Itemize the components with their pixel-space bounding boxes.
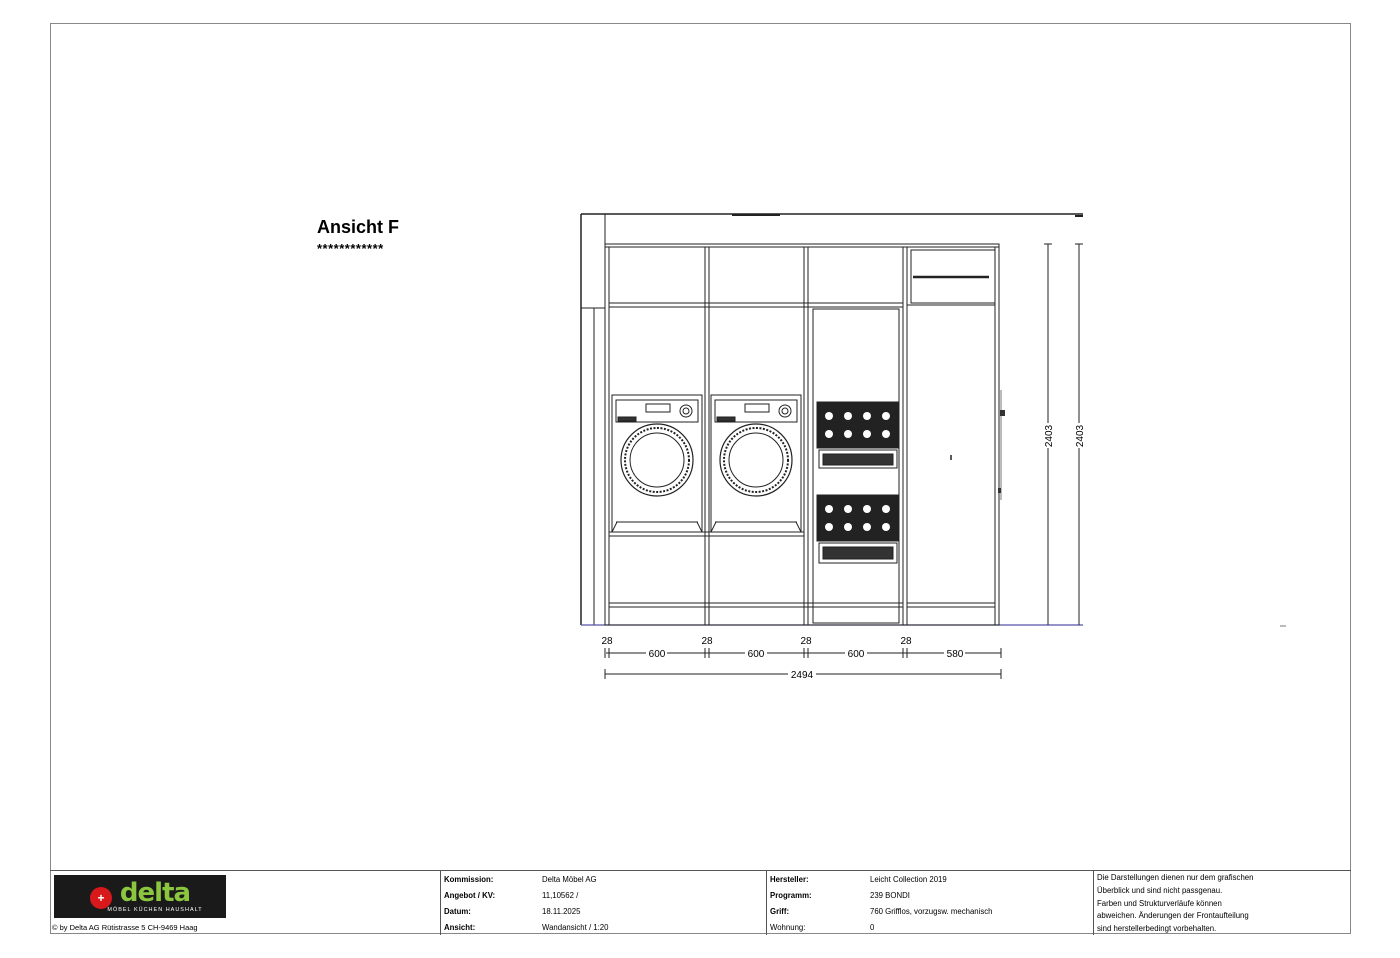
project-row: Ansicht: Wandansicht / 1:20 — [444, 923, 609, 932]
copyright-text: © by Delta AG Rütistrasse 5 CH-9469 Haag — [52, 923, 198, 932]
washing-machine-left — [612, 395, 702, 532]
view-subtitle: ************ — [317, 241, 384, 256]
logo-wordmark: delta — [119, 878, 191, 908]
dimension-width-4: 580 — [946, 649, 964, 660]
dimension-width-3: 600 — [847, 649, 865, 660]
logo-tagline: MÖBEL KÜCHEN HAUSHALT — [107, 907, 203, 913]
manufacturer-cell — [766, 871, 1093, 935]
dimension-gap-1: 28 — [601, 636, 613, 647]
project-cell — [440, 871, 766, 935]
dimension-total-width: 2494 — [790, 670, 814, 681]
bottle-crate-lower — [817, 495, 899, 563]
delta-logo — [54, 875, 226, 918]
washing-machine-right — [711, 395, 801, 532]
project-row: Angebot / KV: 11,10562 / — [444, 891, 579, 900]
dimension-gap-4: 28 — [900, 636, 912, 647]
title-block — [50, 870, 1351, 934]
dimension-width-1: 600 — [648, 649, 666, 660]
dimension-height-outer: 2403 — [1075, 424, 1086, 448]
disclaimer-cell — [1093, 871, 1351, 935]
manufacturer-row: Wohnung: 0 — [770, 923, 875, 932]
project-row: Datum: 18.11.2025 — [444, 907, 581, 916]
dimension-gap-2: 28 — [701, 636, 713, 647]
logo-cell — [50, 871, 440, 935]
dimension-gap-3: 28 — [800, 636, 812, 647]
swiss-apple-icon: + — [90, 887, 112, 909]
view-title: Ansicht F — [317, 217, 400, 237]
project-row: Kommission: Delta Möbel AG — [444, 875, 597, 884]
dimension-height-inner: 2403 — [1044, 424, 1055, 448]
dimension-width-2: 600 — [747, 649, 765, 660]
manufacturer-row: Hersteller: Leicht Collection 2019 — [770, 875, 947, 884]
disclaimer-text: Die Darstellungen dienen nur dem grafischen Überblick und sind nicht passgenau. Farben und Strukturverläufe können abweichen. Änderungen der Frontaufteilung sind herstellerbedingt vorbehalten. — [1097, 873, 1254, 934]
bottle-crate-upper — [817, 402, 899, 468]
manufacturer-row: Griff: 760 Grifflos, vorzugsw. mechanisch — [770, 907, 993, 916]
manufacturer-row: Programm: 239 BONDI — [770, 891, 910, 900]
